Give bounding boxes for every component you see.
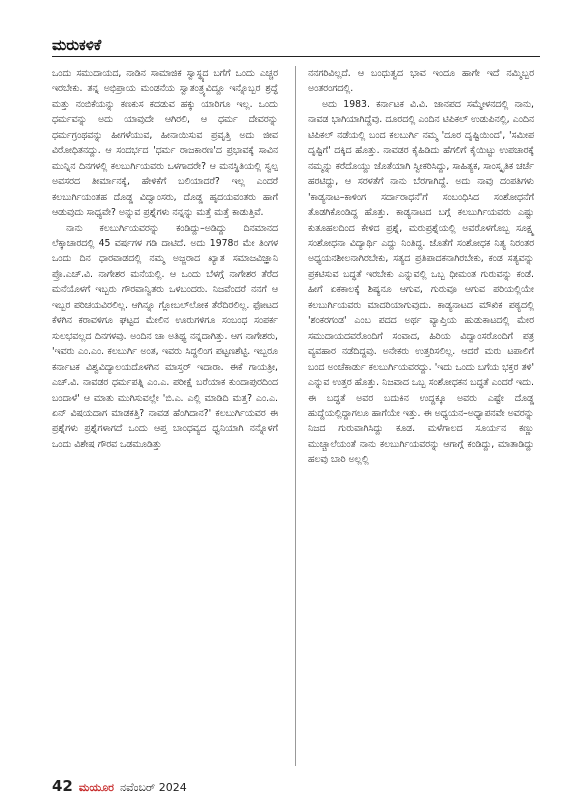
- column-divider: [295, 66, 296, 766]
- page-number: 42: [52, 777, 73, 795]
- left-paragraph-1: ಒಂದು ಸಮುದಾಯದ, ನಾಡಿನ ಸಾಮಾಜಿಕ ಸ್ವಾಸ್ಥ್ಯದ ಬಗೆಗೆ ಒಂದು ಎಚ್ಚರ ಇರಬೇಕು. ತನ್ನ ಅಭಿಪ್ರಾಯ ಮಂಡನೆಯ ಸ್ವಾತಂತ್ರ್ಯವಿದ್ದೂ ಇನ್ನೊಬ್ಬರ ಶ್ರದ್ಧೆ ಮತ್ತು ನಂಬಿಕೆಯನ್ನು ಕಣಕುಸ ಕದಡುವ ಹಕ್ಕು ಯಾರಿಗೂ ಇಲ್ಲ. ಒಂದು ಧರ್ಮವನ್ನು ಅದು ಯಾವುದೇ ಆಗಿರಲಿ, ಆ ಧರ್ಮ ದೇವರನ್ನು ಧರ್ಮಗ್ರಂಥವನ್ನು ಹೀಗಳೆಯುವ, ಹೀನಾಯಿಸುವ ಪ್ರವೃತ್ತಿ ಅದು ಜೀವ ವಿರೋಧಿತನದ್ದು. ಆ ಸಂದರ್ಭದ 'ಧರ್ಮ ರಾಜಕಾರಣ'ದ ಪ್ರಭಾವಕ್ಕೆ ಸಾವಿನ ಮುನ್ನಿನ ದಿನಗಳಲ್ಲಿ ಕಲಬುರ್ಗಿಯವರು ಒಳಗಾದರೇ? ಆ ಮನಸ್ಥಿತಿಯಲ್ಲಿ ಸ್ವಲ್ಪ ಅವಸರದ ತೀರ್ಮಾನಕ್ಕೆ, ಹೇಳಿಕೆಗೆ ಬಲಿಯಾದರೆ? ಇಲ್ಲ ಎಂದರೆ ಕಲಬುರ್ಗಿಯಂತಹ ದೊಡ್ಡ ವಿದ್ವಾಂಸರು, ದೊಡ್ಡ ಹೃದಯವಂತರು ಹಾಗೆ ಆಡುವುದು ಸಾಧ್ಯವೇ? ಅನ್ನುವ ಪ್ರಶ್ನೆಗಳು ನನ್ನನ್ನು ಮತ್ತೆ ಮತ್ತೆ ಕಾಡುತ್ತಿವೆ.: [52, 68, 278, 219]
- left-paragraph-2: ನಾನು ಕಲಬುರ್ಗಿಯವರನ್ನು ಕಂಡಿದ್ದು–ಅಡಿದ್ದು ದಿನಮಾನದ ಲೆಕ್ಕಾಚಾರದಲ್ಲಿ 45 ವರ್ಷಗಳ ಗಡಿ ದಾಟಿದೆ. ಅದು 1978ರ ಮೇ ತಿಂಗಳ ಒಂದು ದಿನ ಧಾರವಾಡದಲ್ಲಿ ನಮ್ಮ ಅಜ್ಜರಾದ ಖ್ಯಾತ ಸಮಾಜವಿಜ್ಞಾನಿ ಪ್ರೊ.ಎಚ್.ವಿ. ನಾಗೇಶರ ಮನೆಯಲ್ಲಿ. ಆ ಒಂದು ಬೆಳಗ್ಗೆ ನಾಗೇಶರ ತೆರೆದ ಮನೆಯೊಳಗೆ ಇಬ್ಬರು ಗೌರವಾನ್ವಿತರು ಒಳಬಂದರು. ನಿಜವೆಂದರೆ ನನಗೆ ಆ ಇಬ್ಬರ ಪರಿಚಯವಿರಲಿಲ್ಲ. ಆಗಿನ್ನೂ ಗ್ಲೋಬಲ್‌ಲೋಕ ತೆರೆದಿರಲಿಲ್ಲ. ಫೋಟದ ಕೆಳಗಿನ ಕರಾವಳಿಗೂ ಘಟ್ಟದ ಮೇಲಿನ ಊರುಗಳಿಗೂ ಸಂಬಂಧ ಸಂಪರ್ಕ ಸುಲಭವಲ್ಲದ ದಿನಗಳವು. ಅಂದಿನ ಚಾ ಅತಿಥ್ಯ ನನ್ನದಾಗಿತ್ತು. ಆಗ ನಾಗೇಶರು, 'ಇವರು ಎಂ.ಎಂ. ಕಲಬುರ್ಗಿ ಅಂತ, ಇವರು ಸಿದ್ದಲಿಂಗ ಪಟ್ಟಣಶೆಟ್ಟಿ. ಇಬ್ಬರೂ ಕರ್ನಾಟಕ ವಿಶ್ವವಿದ್ಯಾಲಯದೊಳಗಿನ ಮಾಸ್ತರ್ ಇದಾರಾ. ಈಕೆ ಗಾಯತ್ರೀ, ಎಚ್.ವಿ. ನಾವಡರ ಧರ್ಮಪತ್ನಿ ಎಂ.ಎ. ಪರೀಕ್ಷೆ ಬರೆಯಾಕ ಕುಂದಾಪುರದಿಂದ ಬಂದಾಳೆ' ಆ ಮಾತು ಮುಗಿಸುವಲ್ಲೇ 'ಬಿ.ಎ. ಎಲ್ಲಿ ಮಾಡಿದಿ ಮತ್ತ? ಎಂ.ಎ. ಏನ್ ವಿಷಯದಾಗ ಮಾಡಕತ್ತಿ? ನಾವಡ ಹೆಂಗಿದಾನ?' ಕಲಬುರ್ಗಿಯವರ ಈ ಪ್ರಶ್ನೆಗಳು ಪ್ರಶ್ನೆಗಳಾಗದೆ ಒಂದು ಆಪ್ತ ಬಾಂಧವ್ಯದ ಧ್ವನಿಯಾಗಿ ನನ್ನೊಳಗೆ ಒಂದು ವಿಶೇಷ ಗೌರವ ಒಡಮೂಡಿತ್ತು: [52, 222, 278, 450]
- header-rule: [52, 56, 540, 57]
- issue-date: ನವೆಂಬರ್ 2024: [119, 781, 187, 794]
- left-column: [52, 66, 278, 452]
- right-paragraph-2: ಅದು 1983. ಕರ್ನಾಟಕ ವಿ.ವಿ. ಜಾನಪದ ಸಮ್ಮೇಳನದಲ್ಲಿ ನಾನು, ನಾವಡ ಭಾಗಿಯಾಗಿದ್ದೆವು. ದೂರದಲ್ಲಿ ಎಂದಿನ ಟಿಪಿಕಲ್ ಉಡುಪಿನಲ್ಲಿ, ಎಂದಿನ ಟಿಪಿಕಲ್ ನಡೆಯಲ್ಲಿ ಬಂದ ಕಲಬುರ್ಗಿ ನಮ್ಮ 'ದೂರ ದೃಷ್ಟಿಯಿಂದ', 'ಸಮೀಪ ದೃಷ್ಟಿಗೆ' ದಕ್ಕಿದ ಹೊತ್ತು. ನಾವಡರ ಕೈಹಿಡಿದು ಹೆಗಲಿಗೆ ಕೈಯಿಟ್ಟು ಉಪಚಾರಕ್ಕೆ ನಮ್ಮನ್ನು ಕರೆದೊಯ್ದು ಜೊತೆಯಾಗಿ ಸ್ವೀಕರಿಸಿದ್ದು, ಸಾಹಿತ್ಯಕ, ಸಾಂಸ್ಕೃತಿಕ ಚರ್ಚೆ ಹರಟಿದ್ದು, ಆ ಸರಳತೆಗೆ ನಾನು ಬೆರಗಾಗಿದ್ದೆ. ಅದು ನಾವು ದಂಪತಿಗಳು 'ಕಾಡ್ಯನಾಟ–ಕಾಳಿಂಗ ಸರ್ದಾರಾಧನೆ'ಗೆ ಸಂಬಂಧಿಸಿದ ಸಂಶೋಧನೆಗೆ ತೊಡಗಿಕೊಂಡಿದ್ದ ಹೊತ್ತು. ಕಾಡ್ಯನಾಟದ ಬಗ್ಗೆ ಕಲಬುರ್ಗಿಯವರು ಎಷ್ಟು ಕುತೂಹಲದಿಂದ ಕೇಳಿದ ಪ್ರಶ್ನೆ, ಮರುಪ್ರಶ್ನೆಯಲ್ಲಿ ಅವರೊಳಗೊಬ್ಬ ಸೂಕ್ಷ್ಮ ಸಂಶೋಧನಾ ವಿದ್ಯಾರ್ಥಿ ಎದ್ದು ನಿಂತಿದ್ದ. ಜೊತೆಗೆ ಸಂಶೋಧಕ ನಿತ್ಯ ನಿರಂತರ ಅಧ್ಯಯನಶೀಲನಾಗಿರಬೇಕು, ಸತ್ಯದ ಪ್ರತಿಪಾದಕನಾಗಿರಬೇಕು, ಕಂಡ ಸತ್ಯವನ್ನು ಪ್ರಕಟಿಸುವ ಬದ್ಧತೆ ಇರಬೇಕು ಎನ್ನುವಲ್ಲಿ ಒಬ್ಬ ಧೀಮಂತ ಗುರುವನ್ನು ಕಂಡೆ. ಹೀಗೆ ಏಕಕಾಲಕ್ಕೆ ಶಿಷ್ಯನೂ ಆಗುವ, ಗುರುವೂ ಆಗುವ ಪರಿಯಲ್ಲಿಯೇ ಕಲಬುರ್ಗಿಯವರು ಮಾದರಿಯಾಗುವುದು. ಕಾಡ್ಯನಾಟದ ಮೌಖಿಕ ಪಠ್ಯದಲ್ಲಿ 'ಶಂಕರಗಂಡ' ಎಂಬ ಪದದ ಅರ್ಥ ವ್ಯಾಪ್ತಿಯ ಹುಡುಕಾಟದಲ್ಲಿ ಮೇರ ಸಮುದಾಯದವರೊಂದಿಗೆ ಸಂವಾದ, ಹಿರಿಯ ವಿದ್ವಾಂಸರೊಂದಿಗೆ ಪತ್ರ ವ್ಯವಹಾರ ನಡೆದಿದ್ದವು. ಅನೇಕರು ಉತ್ತರಿಸಲಿಲ್ಲ. ಆದರೆ ಮರು ಟಪಾಲಿಗೆ ಬಂದ ಅಂಚೆಕಾರ್ಡು ಕಲಬುರ್ಗಿಯವರದ್ದು. 'ಇದು ಒಂದು ಬಗೆಯ ಭಕ್ತರ ತಳಿ' ಎನ್ನುವ ಉತ್ತರ ಹೊತ್ತು. ನಿಜವಾದ ಒಬ್ಬ ಸಂಶೋಧಕನ ಬದ್ಧತೆ ಎಂದರೆ ಇದು. ಈ ಬದ್ಧತೆ ಅವರ ಬದುಕಿನ ಉದ್ದಕ್ಕೂ ಅವರು ಎಷ್ಟೇ ದೊಡ್ಡ ಹುದ್ದೆಯಲ್ಲಿದ್ದಾಗಲೂ ಹಾಗೆಯೇ ಇತ್ತು. ಈ ಅಧ್ಯಯನ–ಅಧ್ಯಾಪನವೇ ಅವರನ್ನು ನಿಜದ ಗುರುವಾಗಿಸಿದ್ದು ಕೂಡ. ಮಳೆಗಾಲದ ಸೂರ್ಯನ ಕಣ್ಣು ಮುಚ್ಚಾಲೆಯಂತೆ ನಾನು ಕಲಬುರ್ಗಿಯವರನ್ನು ಆಗಾಗ್ಗೆ ಕಂಡಿದ್ದು, ಮಾತಾಡಿದ್ದು ಹಲವು ಬಾರಿ ಅಲ್ಲಲ್ಲಿ: [308, 98, 534, 466]
- right-column: [308, 66, 534, 468]
- right-paragraph-1: ನನಗರಿವಿಲ್ಲದೆ. ಆ ಬಂಧುತ್ವದ ಭಾವ ಇಂದೂ ಹಾಗೇ ಇದೆ ನಮ್ಮಿಬ್ಬರ ಅಂತರಂಗದಲ್ಲಿ.: [308, 68, 534, 95]
- magazine-name: ಮಯೂರ: [78, 781, 114, 794]
- section-title: ಮರುಕಳಿಕೆ: [52, 36, 102, 54]
- page-footer: [52, 777, 187, 795]
